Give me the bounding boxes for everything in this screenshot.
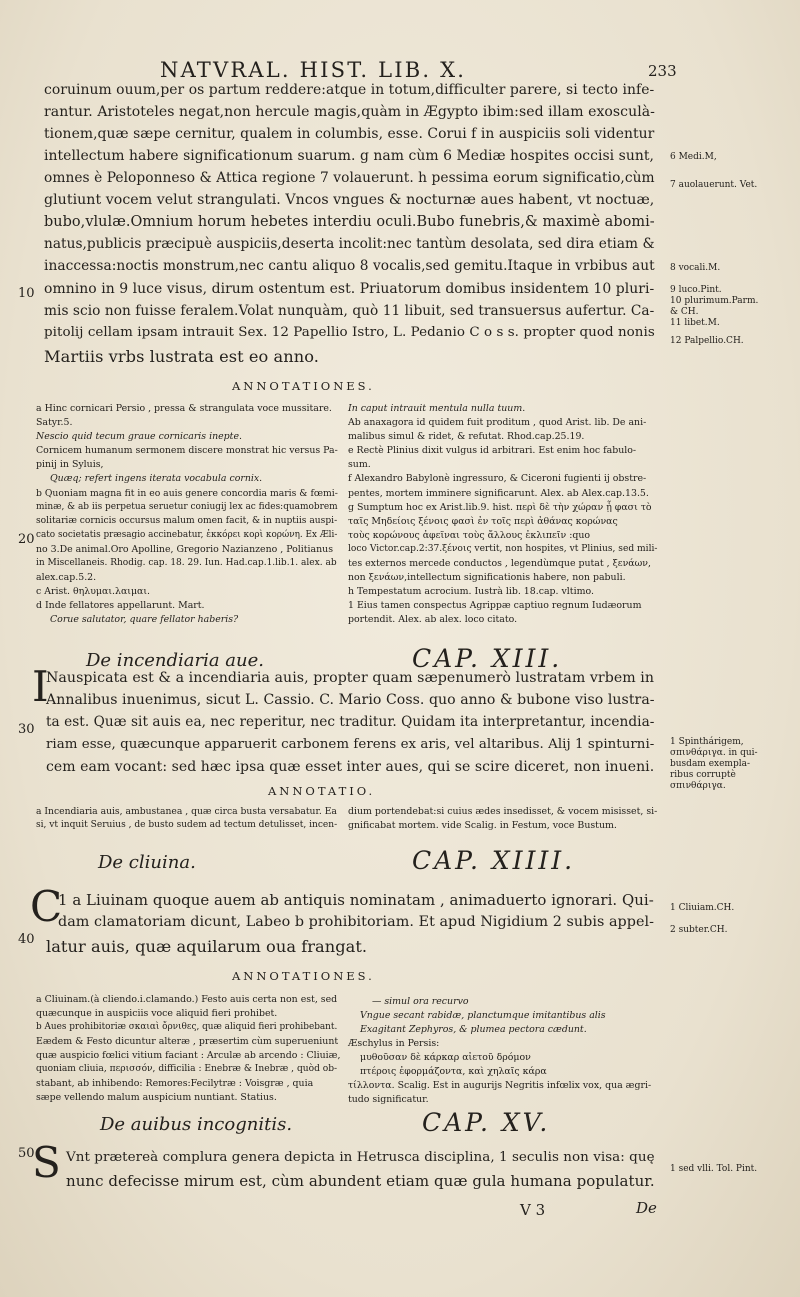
annotation-line: μυθοῦσαν δὲ κάρκαρ αἰετοῦ δρόμον	[360, 1052, 531, 1063]
text-line: nunc defecisse mirum est, cùm abundent etiam quæ gula humana populatur.	[66, 1172, 655, 1190]
annotation-line: c Arist. θηλυμαι.λαιμαι.	[36, 586, 151, 597]
margin-note: 1 Cliuiam.CH.	[670, 903, 735, 913]
annotation-line: 1 Eius tamen conspectus Agrippæ captiuo regnum Iudæorum	[348, 600, 642, 611]
text-line: riam esse, quæcunque apparuerit carbonem ferens ex aris, vel altaribus. Alij 1 spinturni-	[46, 737, 655, 752]
annotation-line: πτέροις ἐφορμάζοντα, καὶ χηλαῖς κάρα	[360, 1066, 547, 1077]
chapter-number: CAP. XIII.	[412, 644, 563, 673]
annotations-heading: ANNOTATIONES.	[232, 379, 375, 393]
line-number: 40	[18, 932, 35, 947]
margin-note: 10 plurimum.Parm.	[670, 296, 759, 306]
annotation-line: sum.	[348, 459, 371, 470]
drop-cap: I	[32, 662, 49, 711]
annotation-line: Eædem & Festo dicuntur alteræ , præsertim cùm superueniunt	[36, 1036, 339, 1047]
annotation-line: b Aues prohibitoriæ σκαιαὶ ὄρνιθες, quæ aliquid fieri prohibebant.	[36, 1022, 338, 1032]
chapter-title: De auibus incognitis.	[100, 1114, 293, 1135]
line-number: 30	[18, 722, 35, 737]
annotation-line: quæ auspicio fœlici vitium faciant : Arculæ ab arcendo : Cliuiæ,	[36, 1050, 341, 1061]
text-line: inaccessa:noctis monstrum,nec cantu aliquo 8 vocalis,sed gemitu.Itaque in vrbibus aut	[44, 258, 655, 274]
margin-note: 2 subter.CH.	[670, 925, 728, 935]
annotation-line: cato societatis præsagio accinebatur, ἐκκόρει κορὶ κορώνη. Ex Æli-	[36, 530, 338, 540]
annotation-line: Nescio quid tecum graue cornicaris inepte.	[36, 431, 242, 442]
annotation-line: no 3.De animal.Oro Apolline, Gregorio Nazianzeno , Politianus	[36, 544, 334, 555]
annotation-line: h Tempestatum acrocium. Iustrà lib. 18.cap. vltimo.	[348, 586, 594, 597]
margin-note: 12 Palpellio.CH.	[670, 336, 744, 346]
margin-note: ribus corruptè	[670, 770, 736, 780]
annotation-line: Æschylus in Persis:	[348, 1038, 440, 1049]
text-line: tionem,quæ sæpe cernitur, qualem in columbis, esse. Corui f in auspiciis soli videntur	[44, 126, 655, 142]
text-line: Annalibus inuenimus, sicut L. Cassio. C. Mario Coss. quo anno & bubone viso lustra-	[46, 692, 655, 708]
text-line: mis scio non fuisse feralem.Volat nunquàm, quò 11 libuit, sed transuersus aufertur. Ca-	[44, 303, 655, 319]
annotation-line: a Hinc cornicari Persio , pressa & strangulata voce mussitare.	[36, 403, 332, 414]
margin-note: 1 sed vlli. Tol. Pint.	[670, 1164, 758, 1174]
text-line: cem eam vocant: sed hæc ipsa quæ esset inter aues, qui se scire diceret, non inueni.	[46, 759, 655, 775]
text-line: rantur. Aristoteles negat,non hercule magis,quàm in Ægypto ibim:sed illam exosculà-	[44, 104, 655, 120]
text-line: omnes è Peloponneso & Attica regione 7 volauerunt. h pessima eorum significatio,cùm	[44, 170, 655, 186]
line-number: 20	[18, 532, 35, 547]
text-line: ta est. Quæ sit auis ea, nec reperitur, nec traditur. Quidam ita interpretantur, incendia-	[46, 714, 655, 730]
line-number: 50	[18, 1146, 35, 1161]
annotation-line: Corue salutator, quare fellator haberis?	[50, 614, 239, 625]
annotation-line: sæpe vellendo malum auspicium nuntiant. Statius.	[36, 1092, 277, 1103]
annotation-line: loco Victor.cap.2:37.ξένοις vertit, non hospites, vt Plinius, sed mili-	[348, 544, 658, 554]
annotation-line: Ab anaxagora id quidem fuit proditum , quod Arist. lib. De ani-	[348, 417, 647, 428]
text-line: natus,publicis præcipuè auspiciis,deserta incolit:nec tantùm desolata, sed dira etiam &	[44, 236, 655, 252]
annotation-line: Vngue secant rabidæ, planctumque imitantibus alis	[360, 1010, 606, 1021]
annotation-line: tudo significatur.	[348, 1094, 429, 1105]
margin-note: 1 Spinthárigem,	[670, 737, 744, 747]
annotation-line: stabant, ab inhibendo: Remores:Fecilytræ : Voisgræ , quia	[36, 1078, 314, 1089]
annotation-line: τίλλοντα. Scalig. Est in augurijs Negritis infœlix vox, qua ægri-	[348, 1080, 652, 1091]
annotatio-heading: ANNOTATIO.	[268, 784, 376, 798]
text-line: dam clamatoriam dicunt, Labeo b prohibitoriam. Et apud Nigidium 2 subis appel-	[58, 914, 655, 930]
text-line: pitolij cellam ipsam intrauit Sex. 12 Papellio Istro, L. Pedanio C o s s. propter quod nonis	[44, 325, 655, 340]
annotation-line: f Alexandro Babylonè ingressuro, & Ciceroni fugienti ij obstre-	[348, 473, 647, 484]
annotation-line: pinij in Syluis,	[36, 459, 104, 470]
annotation-line: alex.cap.5.2.	[36, 572, 97, 583]
text-line: latur auis, quæ aquilarum oua frangat.	[46, 937, 368, 956]
line-number: 10	[18, 286, 35, 301]
annotation-line: In caput intrauit mentula nulla tuum.	[348, 403, 526, 414]
margin-note: σπινθάριγα. in qui-	[670, 748, 758, 758]
chapter-title: De cliuina.	[98, 852, 196, 873]
drop-cap: S	[32, 1138, 61, 1187]
annotation-line: a Incendiaria auis, ambustanea , quæ circa busta versabatur. Ea	[36, 806, 337, 817]
annotation-line: tes externos mercede conductos , legendùmque putat , ξενάων,	[348, 558, 651, 569]
annotation-line: in Miscellaneis. Rhodig. cap. 18. 29. Iun. Had.cap.1.lib.1. alex. ab	[36, 558, 337, 568]
annotation-line: portendit. Alex. ab alex. loco citato.	[348, 614, 518, 625]
annotation-line: Quæq; refert ingens iterata vocabula cornix.	[50, 473, 263, 484]
drop-cap: C	[30, 882, 63, 931]
chapter-number: CAP. XIIII.	[412, 846, 576, 875]
annotation-line: non ξενάων,intellectum significationis habere, non pabuli.	[348, 572, 626, 583]
text-line: bubo,vlulæ.Omnium horum hebetes interdiu oculi.Bubo funebris,& maximè abomi-	[44, 214, 655, 230]
margin-note: & CH.	[670, 307, 699, 317]
margin-note: 11 libet.M.	[670, 318, 720, 328]
catchword: De	[636, 1199, 657, 1217]
running-head: NATVRAL. HIST. LIB. X.	[160, 58, 467, 82]
margin-note: σπινθάριγα.	[670, 781, 726, 791]
annotation-line: b Quoniam magna fit in eo auis genere concordia maris & fœmi-	[36, 488, 338, 499]
margin-note: 8 vocali.M.	[670, 263, 721, 273]
signature-mark: V 3	[520, 1201, 546, 1219]
text-line: Martiis vrbs lustrata est eo anno.	[44, 347, 319, 366]
annotation-line: Satyr.5.	[36, 417, 73, 428]
annotation-line: τοὺς κορώνους ἀφεῖναι τοὺς ἄλλους ἐκλιπεῖν :quo	[348, 530, 591, 541]
text-line: coruinum ouum,per os partum reddere:atque in totum,difficulter parere, si tecto infe-	[44, 82, 655, 98]
page-number: 233	[648, 62, 677, 80]
margin-note: 7 auolauerunt. Vet.	[670, 180, 758, 190]
annotation-line: g Sumptum hoc ex Arist.lib.9. hist. περὶ δὲ τὴν χώραν ᾗ φασι τὸ	[348, 502, 652, 513]
annotation-line: pentes, mortem imminere significarunt. Alex. ab Alex.cap.13.5.	[348, 488, 649, 499]
text-line: Nauspicata est & a incendiaria auis, propter quam sæpenumerò lustratam vrbem in	[46, 670, 655, 686]
annotation-line: gnificabat mortem. vide Scalig. in Festum, voce Bustum.	[348, 820, 617, 831]
annotation-line: Exagitant Zephyros, & plumea pectora cædunt.	[360, 1024, 587, 1035]
margin-note: 9 luco.Pint.	[670, 285, 722, 295]
text-line: 1 a Liuinam quoque auem ab antiquis nominatam , animaduerto ignorari. Qui-	[58, 891, 654, 909]
text-line: omnino in 9 luce visus, dirum ostentum est. Priuatorum domibus insidentem 10 pluri-	[44, 281, 655, 297]
annotation-line: e Rectè Plinius dixit vulgus id arbitrari. Est enim hoc fabulo-	[348, 445, 637, 456]
annotation-line: d Inde fellatores appellarunt. Mart.	[36, 600, 205, 611]
text-line: Vnt prætereà complura genera depicta in Hetrusca disciplina, 1 seculis non visa: quę	[66, 1149, 655, 1165]
chapter-number: CAP. XV.	[422, 1108, 551, 1137]
annotation-line: — simul ora recurvo	[372, 996, 469, 1007]
annotation-line: malibus simul & ridet, & refutat. Rhod.cap.25.19.	[348, 431, 585, 442]
annotation-line: quoniam cliuia, περισσόν, difficilia : Enebræ & Inebræ , quòd ob-	[36, 1064, 338, 1074]
annotation-line: a Cliuinam.(à cliendo.i.clamando.) Festo auis certa non est, sed	[36, 994, 338, 1005]
chapter-title: De incendiaria aue.	[86, 650, 265, 671]
annotation-line: Cornicem humanum sermonem discere monstrat hic versus Pa-	[36, 445, 338, 456]
annotation-line: dium portendebat:si cuius ædes insedisset, & vocem misisset, si-	[348, 806, 658, 817]
annotation-line: minæ, & ab iis perpetua seruetur coniugij lex ac fides:quamobrem	[36, 502, 338, 512]
margin-note: 6 Medi.M,	[670, 152, 717, 162]
annotation-line: quæcunque in auspiciis voce aliquid fieri prohibet.	[36, 1008, 278, 1019]
annotations-heading: ANNOTATIONES.	[232, 969, 375, 983]
text-line: intellectum habere significationum suarum. g nam cùm 6 Mediæ hospites occisi sunt,	[44, 148, 655, 164]
margin-note: busdam exempla-	[670, 759, 751, 769]
annotation-line: solitariæ cornicis occursus malum omen facit, & in nuptiis auspi-	[36, 516, 338, 526]
text-line: glutiunt vocem velut strangulati. Vncos vngues & nocturnæ aues habent, vt noctuæ,	[44, 192, 655, 208]
annotation-line: ταῖς Μηδείοις ξένοις φασὶ ἐν τοῖς περὶ ἀθάνας κορώνας	[348, 516, 618, 527]
annotation-line: si, vt inquit Seruius , de busto sudem ad tectum detulisset, incen-	[36, 820, 338, 830]
